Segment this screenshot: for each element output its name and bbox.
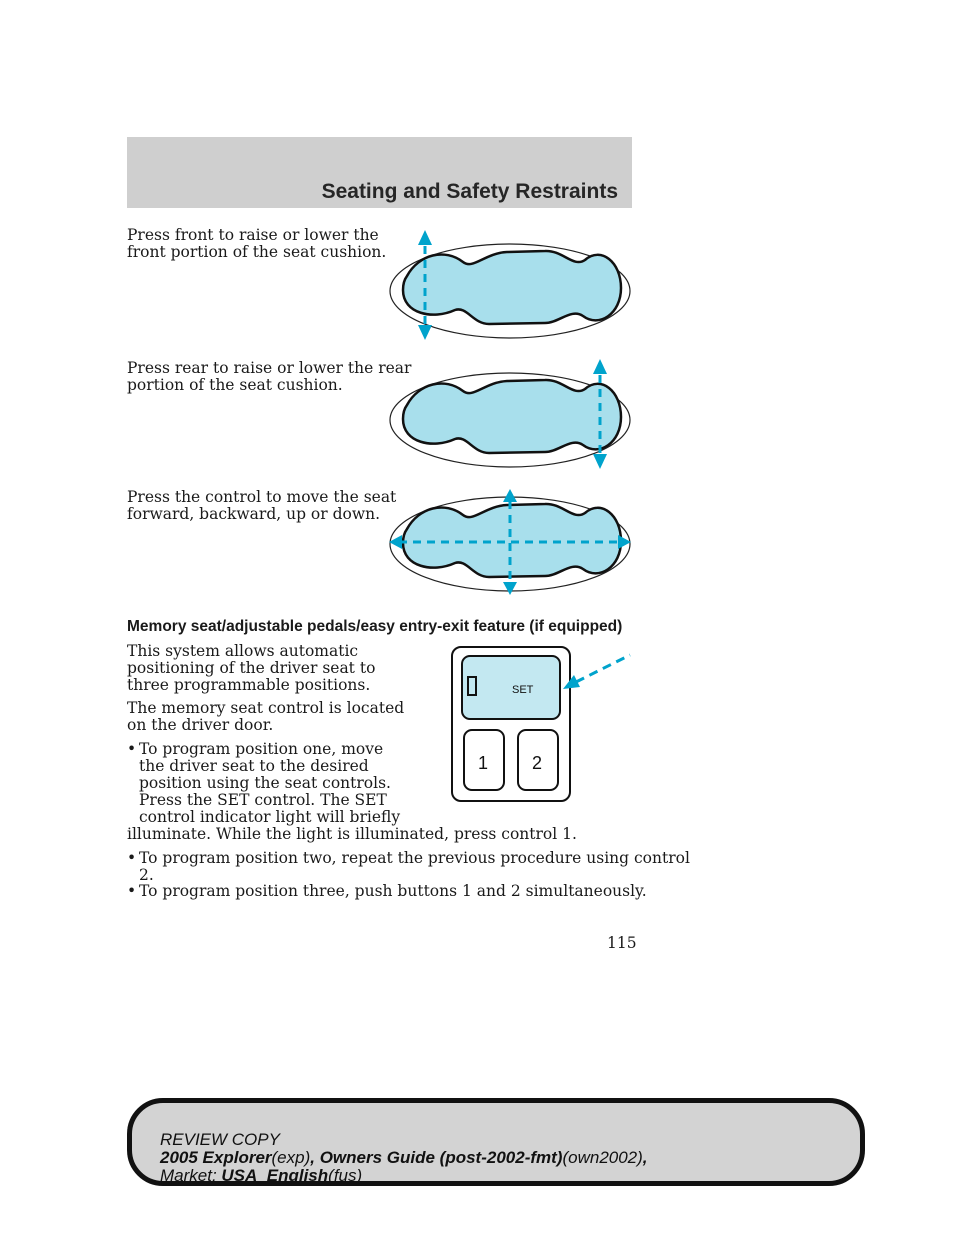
review-copy-box bbox=[127, 1098, 865, 1186]
bullet-line: the driver seat to the desired bbox=[139, 757, 369, 775]
separator: , bbox=[310, 1148, 320, 1167]
front-text-line: Press front to raise or lower the bbox=[127, 226, 379, 244]
page-title: Seating and Safety Restraints bbox=[321, 180, 618, 203]
button-2-label: 2 bbox=[532, 753, 543, 773]
separator: , bbox=[642, 1148, 648, 1167]
move-instruction bbox=[127, 489, 396, 523]
model-code: (exp) bbox=[271, 1148, 311, 1167]
memory-intro bbox=[127, 643, 375, 694]
set-label: SET bbox=[512, 684, 534, 696]
memory-heading: Memory seat/adjustable pedals/easy entry-exit feature (if equipped) bbox=[127, 618, 623, 635]
review-copy-market bbox=[160, 1167, 362, 1185]
market-name: USA_English bbox=[221, 1166, 329, 1185]
market-label: Market: bbox=[160, 1166, 222, 1185]
intro-line: positioning of the driver seat to bbox=[127, 659, 376, 677]
rear-text-line: portion of the seat cushion. bbox=[127, 376, 343, 394]
review-copy-doc bbox=[160, 1149, 648, 1167]
front-text-line: front portion of the seat cushion. bbox=[127, 243, 387, 261]
bullet-line-wrap: illuminate. While the light is illuminated, press control 1. bbox=[127, 825, 577, 843]
rear-text-line: Press rear to raise or lower the rear bbox=[127, 359, 412, 377]
bullet-program-three bbox=[127, 883, 647, 900]
location-line: on the driver door. bbox=[127, 716, 274, 734]
button-1-label: 1 bbox=[478, 753, 489, 773]
bullet-line: To program position one, move bbox=[139, 740, 384, 758]
bullet-line: To program position two, repeat the previous procedure using control bbox=[139, 849, 690, 867]
move-text-line: forward, backward, up or down. bbox=[127, 505, 381, 523]
bullet-icon: • bbox=[127, 740, 137, 758]
header-band bbox=[127, 137, 632, 208]
model-name: 2005 Explorer bbox=[160, 1148, 272, 1167]
intro-line: three programmable positions. bbox=[127, 676, 371, 694]
rear-instruction bbox=[127, 360, 411, 394]
memory-seat-control-icon bbox=[450, 645, 635, 805]
seat-cushion-move-icon bbox=[385, 487, 635, 602]
page-number: 115 bbox=[607, 934, 637, 952]
front-instruction bbox=[127, 227, 386, 261]
guide-code: (own2002) bbox=[562, 1148, 643, 1167]
bullet-line: To program position three, push buttons 1 and 2 simultaneously. bbox=[139, 882, 647, 900]
review-copy-label: REVIEW COPY bbox=[160, 1130, 280, 1149]
bullet-icon: • bbox=[127, 882, 137, 900]
bullet-line: control indicator light will briefly bbox=[139, 808, 401, 826]
seat-cushion-rear-icon bbox=[385, 357, 635, 472]
intro-line: This system allows automatic bbox=[127, 642, 359, 660]
seat-cushion-front-icon bbox=[385, 228, 635, 343]
bullet-program-one bbox=[127, 741, 400, 826]
bullet-line: 2. bbox=[139, 866, 154, 884]
location-line: The memory seat control is located bbox=[127, 699, 405, 717]
bullet-line: position using the seat controls. bbox=[139, 774, 391, 792]
bullet-icon: • bbox=[127, 849, 137, 867]
market-code: (fus) bbox=[328, 1166, 363, 1185]
move-text-line: Press the control to move the seat bbox=[127, 488, 397, 506]
bullet-program-two bbox=[127, 850, 690, 884]
memory-location bbox=[127, 700, 404, 734]
guide-name: Owners Guide (post-2002-fmt) bbox=[319, 1148, 563, 1167]
bullet-line: Press the SET control. The SET bbox=[139, 791, 387, 809]
